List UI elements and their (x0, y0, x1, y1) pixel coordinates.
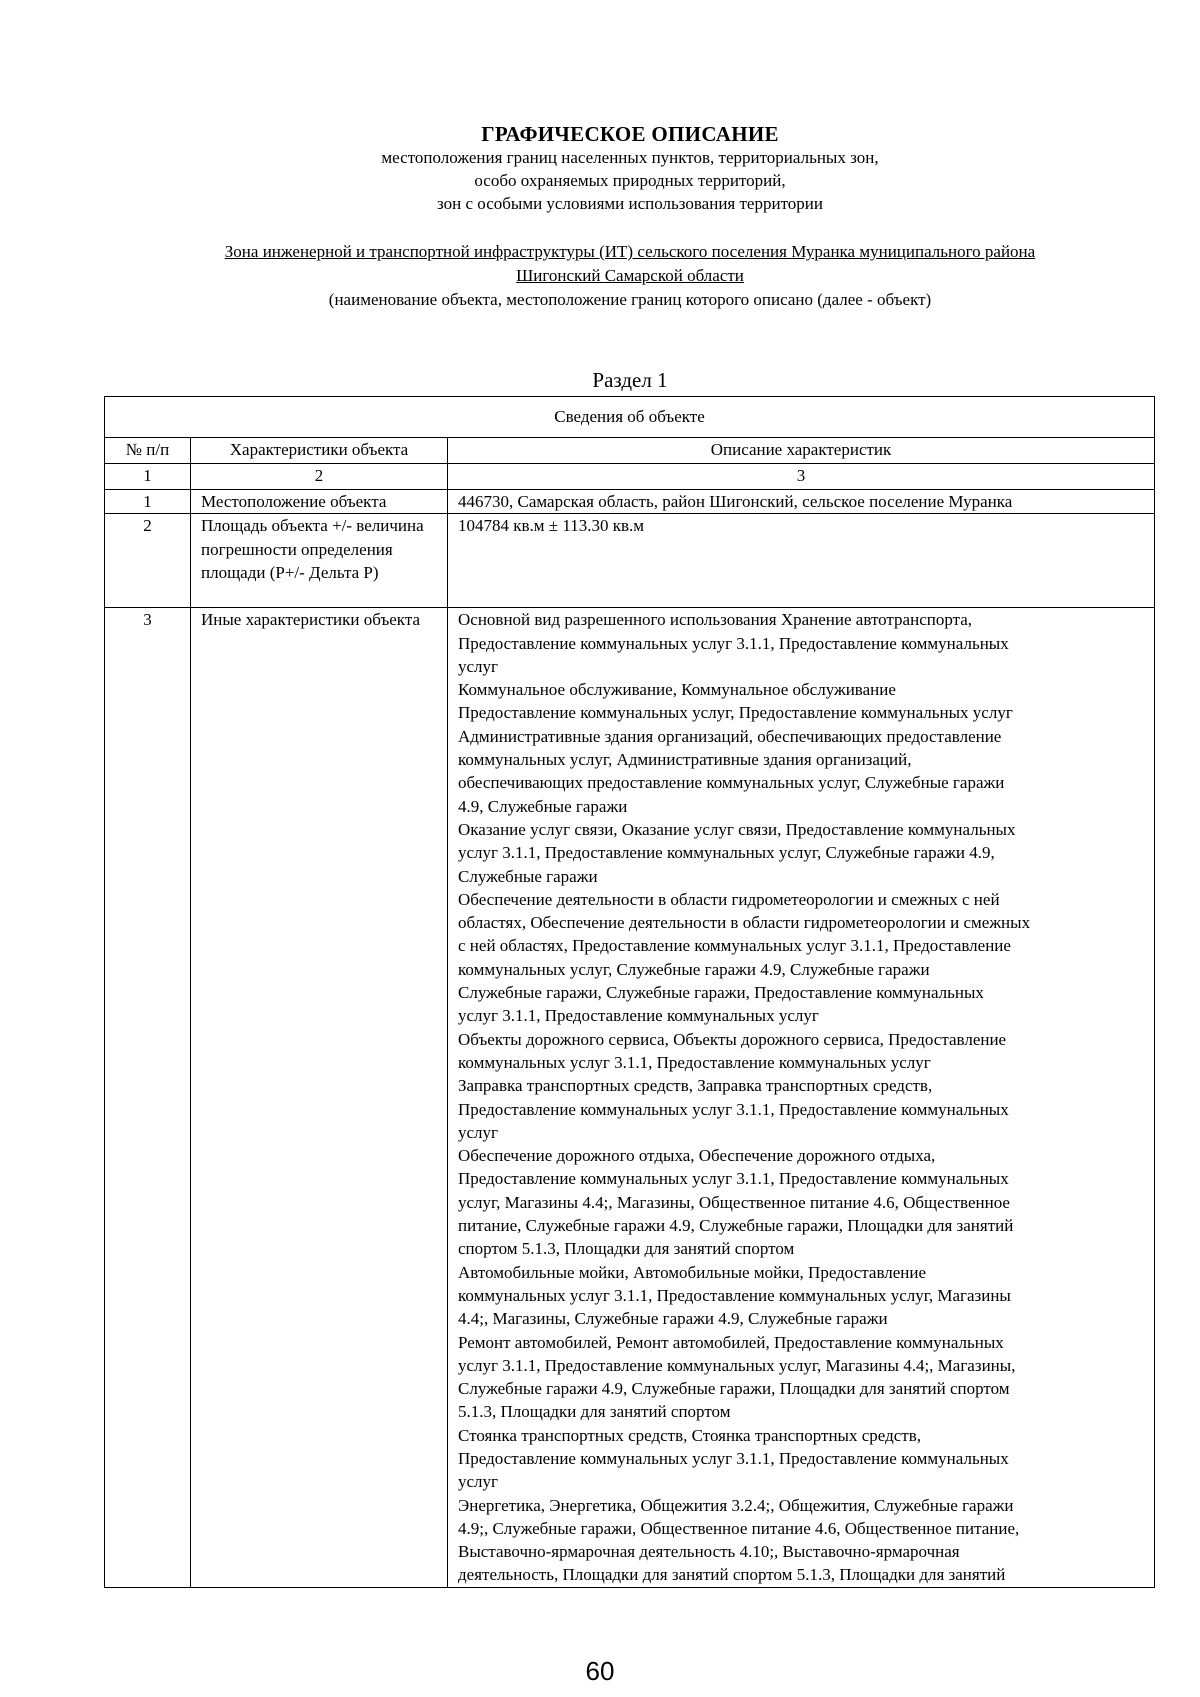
description-line: 104784 кв.м ± 113.30 кв.м (458, 516, 645, 536)
row-characteristic: Иные характеристики объекта (191, 608, 448, 1587)
description-line: обеспечивающих предоставление коммунальных услуг, Служебные гаражи (458, 773, 1005, 793)
row-description (448, 514, 1155, 608)
row-characteristic: Площадь объекта +/- величина погрешности определения площади (P+/- Дельта P) (191, 514, 448, 608)
description-line: 446730, Самарская область, район Шигонский, сельское поселение Муранка (458, 492, 1013, 511)
description-line: Административные здания организаций, обеспечивающих предоставление (458, 726, 1002, 746)
document-header (0, 122, 1200, 215)
description-line: Обеспечение дорожного отдыха, Обеспечение дорожного отдыха, (458, 1146, 936, 1166)
description-line: коммунальных услуг 3.1.1, Предоставление коммунальных услуг, Магазины (458, 1285, 1011, 1305)
description-line: Обеспечение деятельности в области гидрометеорологии и смежных с ней (458, 889, 1000, 909)
document-subtitle-line-3: зон с особыми условиями использования территории (437, 194, 823, 213)
row-number: 3 (105, 608, 191, 1587)
table-row (105, 514, 1155, 608)
object-name-note: (наименование объекта, местоположение границ которого описано (далее - объект) (328, 290, 932, 309)
page-number: 60 (585, 1656, 615, 1686)
description-line: Заправка транспортных средств, Заправка транспортных средств, (458, 1076, 933, 1096)
description-line: питание, Служебные гаражи 4.9, Служебные гаражи, Площадки для занятий (458, 1216, 1014, 1236)
column-header-characteristic: Характеристики объекта (191, 438, 448, 464)
column-header-number: № п/п (105, 438, 191, 464)
description-line: с ней областях, Предоставление коммунальных услуг 3.1.1, Предоставление (458, 936, 1011, 956)
column-number-3: 3 (448, 464, 1155, 490)
description-line: услуг, Магазины 4.4;, Магазины, Общественное питание 4.6, Общественное (458, 1192, 1010, 1212)
column-header-description: Описание характеристик (448, 438, 1155, 464)
section-title: Раздел 1 (592, 368, 668, 392)
description-line: Служебные гаражи, Служебные гаражи, Предоставление коммунальных (458, 983, 984, 1003)
document-subtitle-line-1: местоположения границ населенных пунктов, территориальных зон, (381, 148, 879, 167)
description-line: деятельность, Площадки для занятий спортом 5.1.3, Площадки для занятий (458, 1565, 1006, 1585)
object-name-line-2: Шигонский Самарской области (516, 266, 744, 285)
description-line: коммунальных услуг, Служебные гаражи 4.9, Служебные гаражи (458, 959, 930, 979)
description-line: 4.9;, Служебные гаражи, Общественное питание 4.6, Общественное питание, (458, 1518, 1020, 1538)
table-row (105, 608, 1155, 1587)
object-name-block (138, 240, 1122, 312)
description-line: Предоставление коммунальных услуг 3.1.1, Предоставление коммунальных (458, 1169, 1009, 1189)
description-line: Предоставление коммунальных услуг, Предоставление коммунальных услуг (458, 703, 1013, 723)
row-number: 1 (105, 490, 191, 514)
description-line: Оказание услуг связи, Оказание услуг связи, Предоставление коммунальных (458, 819, 1016, 839)
document-subtitle-line-2: особо охраняемых природных территорий, (474, 171, 786, 190)
table-caption: Сведения об объекте (105, 397, 1155, 438)
row-description (448, 490, 1155, 514)
description-line: Объекты дорожного сервиса, Объекты дорожного сервиса, Предоставление (458, 1029, 1007, 1049)
description-line: услуг 3.1.1, Предоставление коммунальных услуг, Магазины 4.4;, Магазины, (458, 1355, 1016, 1375)
description-line: Коммунальное обслуживание, Коммунальное обслуживание (458, 680, 896, 700)
description-line: областях, Обеспечение деятельности в области гидрометеорологии и смежных (458, 913, 1031, 933)
description-line: 4.9, Служебные гаражи (458, 796, 628, 816)
description-line: услуг (458, 1122, 499, 1142)
object-name-line-1: Зона инженерной и транспортной инфраструктуры (ИТ) сельского поселения Муранка муниципального района (224, 242, 1036, 261)
table-caption-row (105, 397, 1155, 438)
description-line: Служебные гаражи 4.9, Служебные гаражи, Площадки для занятий спортом (458, 1379, 1010, 1399)
description-line: коммунальных услуг 3.1.1, Предоставление коммунальных услуг (458, 1052, 931, 1072)
description-line: спортом 5.1.3, Площадки для занятий спортом (458, 1239, 795, 1259)
description-line: услуг (458, 656, 499, 676)
table-row (105, 490, 1155, 514)
description-line: Предоставление коммунальных услуг 3.1.1, Предоставление коммунальных (458, 633, 1009, 653)
row-characteristic: Местоположение объекта (191, 490, 448, 514)
description-line: коммунальных услуг, Административные здания организаций, (458, 750, 912, 770)
description-line: Автомобильные мойки, Автомобильные мойки, Предоставление (458, 1262, 927, 1282)
description-line: услуг 3.1.1, Предоставление коммунальных услуг, Служебные гаражи 4.9, (458, 843, 995, 863)
column-number-2: 2 (191, 464, 448, 490)
description-line: Служебные гаражи (458, 866, 598, 886)
description-line: Энергетика, Энергетика, Общежития 3.2.4;, Общежития, Служебные гаражи (458, 1495, 1014, 1515)
table-column-numbers-row (105, 464, 1155, 490)
object-info-table (104, 396, 1155, 1588)
description-line: Выставочно-ярмарочная деятельность 4.10;, Выставочно-ярмарочная (458, 1542, 960, 1562)
description-line: Предоставление коммунальных услуг 3.1.1, Предоставление коммунальных (458, 1448, 1009, 1468)
row-number: 2 (105, 514, 191, 608)
description-line: Предоставление коммунальных услуг 3.1.1, Предоставление коммунальных (458, 1099, 1009, 1119)
description-line: Стоянка транспортных средств, Стоянка транспортных средств, (458, 1425, 922, 1445)
description-line: Ремонт автомобилей, Ремонт автомобилей, Предоставление коммунальных (458, 1332, 1004, 1352)
description-line: Основной вид разрешенного использования Хранение автотранспорта, (458, 610, 973, 630)
description-line: 4.4;, Магазины, Служебные гаражи 4.9, Служебные гаражи (458, 1309, 888, 1329)
description-line: 5.1.3, Площадки для занятий спортом (458, 1402, 731, 1422)
column-number-1: 1 (105, 464, 191, 490)
description-line: услуг 3.1.1, Предоставление коммунальных услуг (458, 1006, 819, 1026)
table-header-row (105, 438, 1155, 464)
document-title: ГРАФИЧЕСКОЕ ОПИСАНИЕ (481, 122, 779, 146)
row-description (448, 608, 1155, 1587)
description-line: услуг (458, 1472, 499, 1492)
